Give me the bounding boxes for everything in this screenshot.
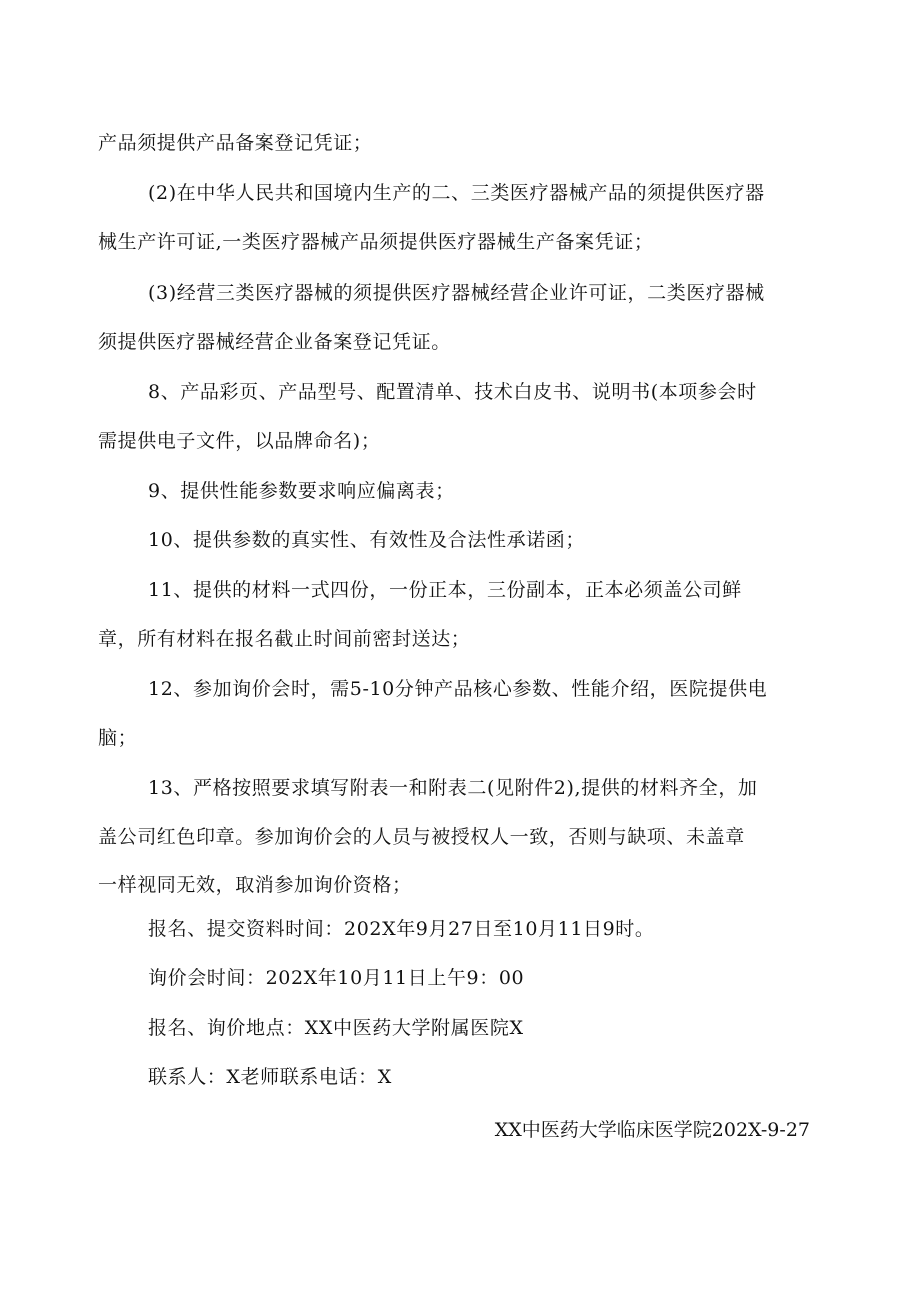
paragraph-line: 脑； bbox=[98, 727, 138, 749]
paragraph-line: 报名、提交资料时间：202X年9月27日至10月11日9时。 bbox=[148, 918, 655, 940]
paragraph-line: 械生产许可证,一类医疗器械产品须提供医疗器械生产备案凭证； bbox=[98, 231, 654, 253]
signature-line: XX中医药大学临床医学院202X-9-27 bbox=[494, 1119, 810, 1141]
paragraph-line: 10、提供参数的真实性、有效性及合法性承诺函； bbox=[148, 529, 585, 551]
paragraph-line: 报名、询价地点：XX中医药大学附属医院X bbox=[148, 1017, 524, 1039]
paragraph-line: 需提供电子文件，以品牌命名)； bbox=[98, 430, 381, 452]
paragraph-line: (3)经营三类医疗器械的须提供医疗器械经营企业许可证，二类医疗器械 bbox=[148, 282, 765, 304]
paragraph-line: 9、提供性能参数要求响应偏离表； bbox=[148, 480, 455, 502]
paragraph-line: 联系人：X老师联系电话：X bbox=[148, 1066, 392, 1088]
paragraph-line: 须提供医疗器械经营企业备案登记凭证。 bbox=[98, 331, 451, 353]
paragraph-line: 8、产品彩页、产品型号、配置清单、技术白皮书、说明书(本项参会时 bbox=[148, 381, 757, 403]
paragraph-line: 一样视同无效，取消参加询价资格； bbox=[98, 874, 412, 896]
paragraph-line: (2)在中华人民共和国境内生产的二、三类医疗器械产品的须提供医疗器 bbox=[148, 182, 765, 204]
paragraph-line: 盖公司红色印章。参加询价会的人员与被授权人一致，否则与缺项、未盖章 bbox=[98, 826, 745, 848]
paragraph-line: 询价会时间：202X年10月11日上午9：00 bbox=[148, 967, 525, 989]
paragraph-line: 13、严格按照要求填写附表一和附表二(见附件2),提供的材料齐全，加 bbox=[148, 777, 758, 799]
paragraph-line: 产品须提供产品备案登记凭证； bbox=[98, 132, 373, 154]
paragraph-line: 12、参加询价会时，需5-10分钟产品核心参数、性能介绍，医院提供电 bbox=[148, 678, 768, 700]
paragraph-line: 11、提供的材料一式四份，一份正本，三份副本，正本必须盖公司鲜 bbox=[148, 579, 742, 601]
paragraph-line: 章，所有材料在报名截止时间前密封送达； bbox=[98, 628, 471, 650]
